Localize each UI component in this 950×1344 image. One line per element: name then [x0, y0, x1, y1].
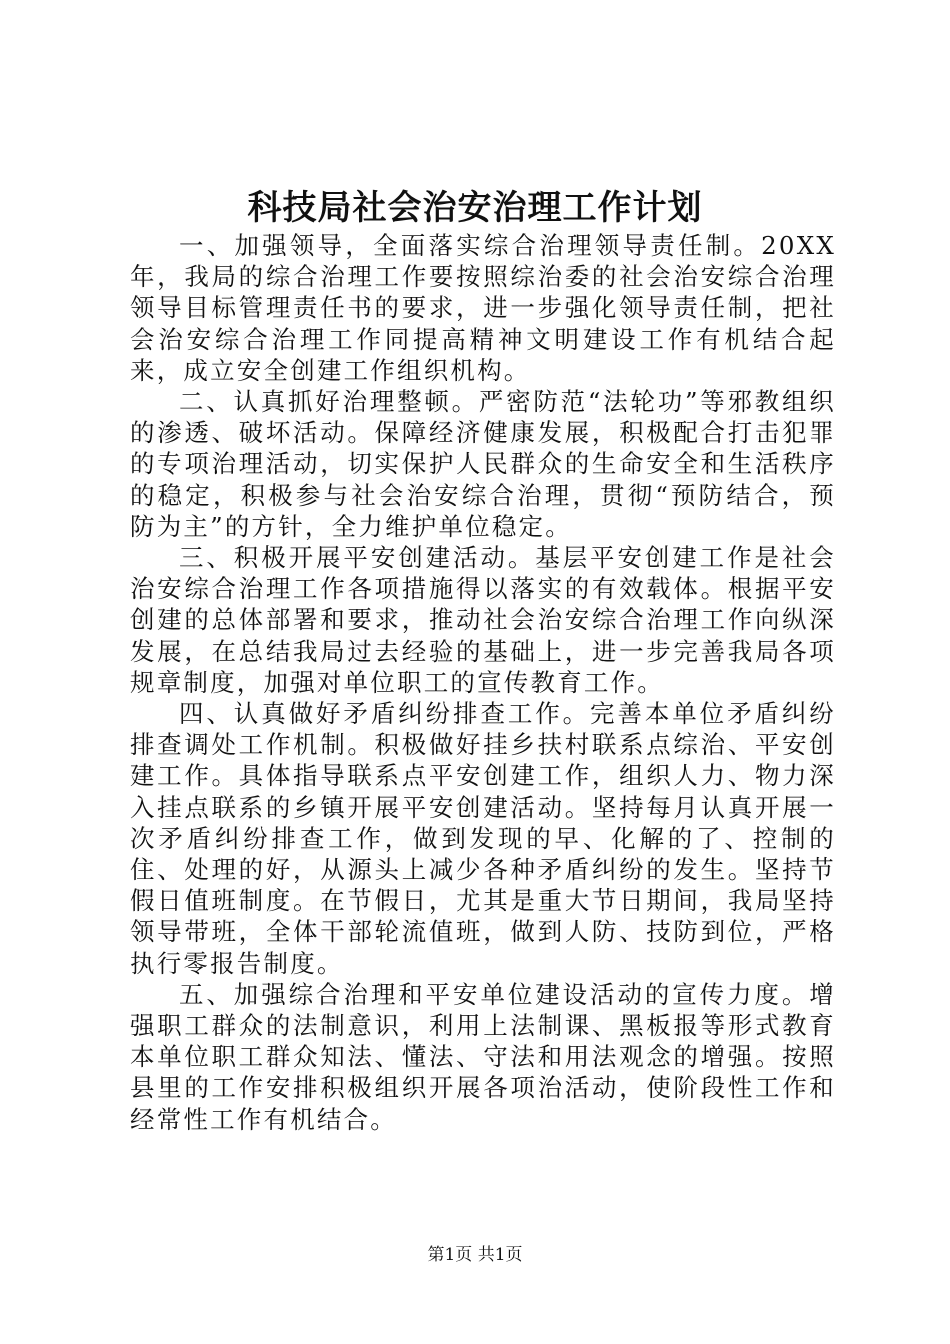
paragraph-4: 四、认真做好矛盾纠纷排查工作。完善本单位矛盾纠纷排查调处工作机制。积极做好挂乡扶村联系点综治、平安创建工作。具体指导联系点平安创建工作，组织人力、物力深入挂点联系的乡镇开展平安创建活动。坚持每月认真开展一次矛盾纠纷排查工作，做到发现的早、化解的了、控制的住、处理的好，从源头上减少各种矛盾纠纷的发生。坚持节假日值班制度。在节假日，尤其是重大节日期间，我局坚持领导带班，全体干部轮流值班，做到人防、技防到位，严格执行零报告制度。	[130, 699, 836, 978]
paragraph-1: 一、加强领导，全面落实综合治理领导责任制。20XX年，我局的综合治理工作要按照综治委的社会治安综合治理领导目标管理责任书的要求，进一步强化领导责任制，把社会治安综合治理工作同提高精神文明建设工作有机结合起来，成立安全创建工作组织机构。	[130, 231, 836, 385]
document-body	[130, 230, 836, 1135]
paragraph-5: 五、加强综合治理和平安单位建设活动的宣传力度。增强职工群众的法制意识，利用上法制课、黑板报等形式教育本单位职工群众知法、懂法、守法和用法观念的增强。按照县里的工作安排积极组织开展各项治活动，使阶段性工作和经常性工作有机结合。	[130, 979, 836, 1134]
paragraph-2: 二、认真抓好治理整顿。严密防范“法轮功”等邪教组织的渗透、破坏活动。保障经济健康发展，积极配合打击犯罪的专项治理活动，切实保护人民群众的生命安全和生活秩序的稳定，积极参与社会治安综合治理，贯彻“预防结合，预防为主”的方针，全力维护单位稳定。	[130, 387, 836, 541]
page-footer: 第1页 共1页	[427, 1245, 523, 1265]
document-title: 科技局社会治安治理工作计划	[247, 188, 703, 228]
paragraph-3: 三、积极开展平安创建活动。基层平安创建工作是社会治安综合治理工作各项措施得以落实的有效载体。根据平安创建的总体部署和要求，推动社会治安综合治理工作向纵深发展，在总结我局过去经验的基础上，进一步完善我局各项规章制度，加强对单位职工的宣传教育工作。	[130, 543, 836, 697]
